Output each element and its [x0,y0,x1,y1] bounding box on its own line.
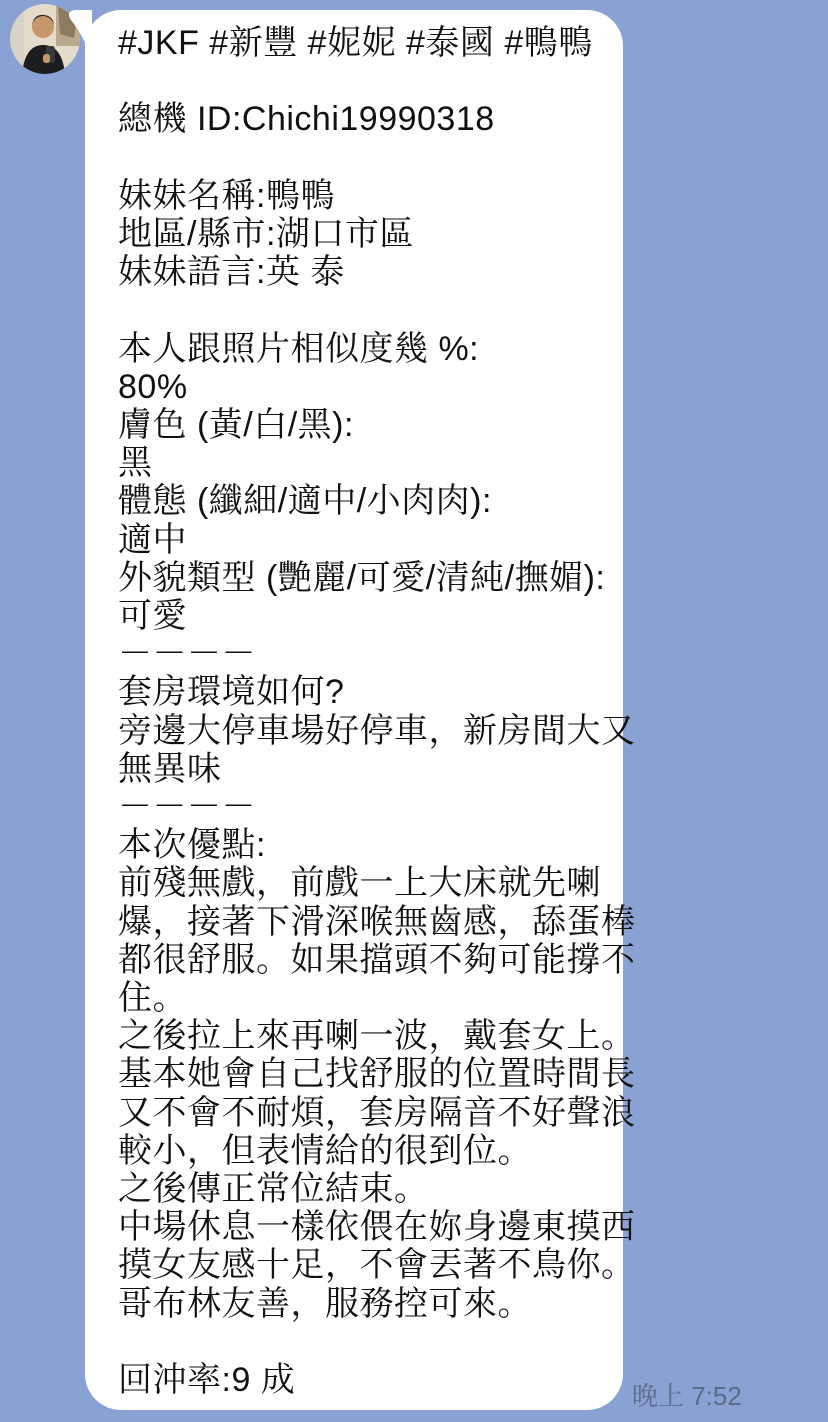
message-line: 總機 ID:Chichi19990318 [118,100,495,139]
message-line [118,139,593,177]
message-line: 無異味 [118,749,222,788]
message-line: 膚色 (黃/白/黑): [118,405,354,444]
message-line: 基本她會自己找舒服的位置時間長 [118,1055,636,1094]
message-line: 回沖率:9 成 [118,1361,296,1400]
message-line: 體態 (纖細/適中/小肉肉): [118,482,492,521]
message-line [118,62,593,100]
message-line: 哥布林友善，服務控可來。 [118,1284,532,1323]
message-line: －－－－ [118,635,256,674]
message-line: 旁邊大停車場好停車，新房間大又 [118,711,636,750]
message-line: 之後拉上來再喇一波，戴套女上。 [118,1017,636,1056]
message-line: 黑 [118,444,153,483]
message-line [118,291,593,329]
message-lines [118,24,636,1400]
message-line: 中場休息一樣依偎在妳身邊東摸西 [118,1208,636,1247]
message-timestamp: 晚上 7:52 [632,1381,742,1411]
message-line: 住。 [118,979,187,1018]
message-bubble[interactable] [85,10,636,1410]
message-line: #JKF #新豐 #妮妮 #泰國 #鴨鴨 [118,24,593,62]
message-line: 又不會不耐煩，套房隔音不好聲浪 [118,1093,636,1132]
message-line: 摸女友感十足，不會丟著不鳥你。 [118,1246,636,1285]
message-line: 妹妹語言:英 泰 [118,253,345,292]
message-line: 地區/縣市:湖口市區 [118,214,414,253]
message-line: 爆，接著下滑深喉無齒感，舔蛋棒 [118,902,636,941]
message-line: 套房環境如何? [118,673,345,712]
message-line: 適中 [118,520,187,559]
bubble-tail [68,10,92,58]
message-line: 可愛 [118,597,187,635]
message-line: 之後傳正常位結束。 [118,1170,429,1209]
message-line: 外貌類型 (艷麗/可愛/清純/撫媚): [118,558,606,597]
message-line: 前殘無戲，前戲一上大床就先喇 [118,864,601,903]
message-line: －－－－ [118,788,256,827]
message-line: 本人跟照片相似度幾 %: [118,329,480,368]
message-line: 本次優點: [118,826,266,865]
message-line: 妹妹名稱:鴨鴨 [118,176,335,215]
message-line: 較小，但表情給的很到位。 [118,1131,532,1170]
message-line: 都很舒服。如果擋頭不夠可能撐不 [118,940,636,979]
message-line [118,1323,593,1361]
message-line: 80% [118,367,188,406]
